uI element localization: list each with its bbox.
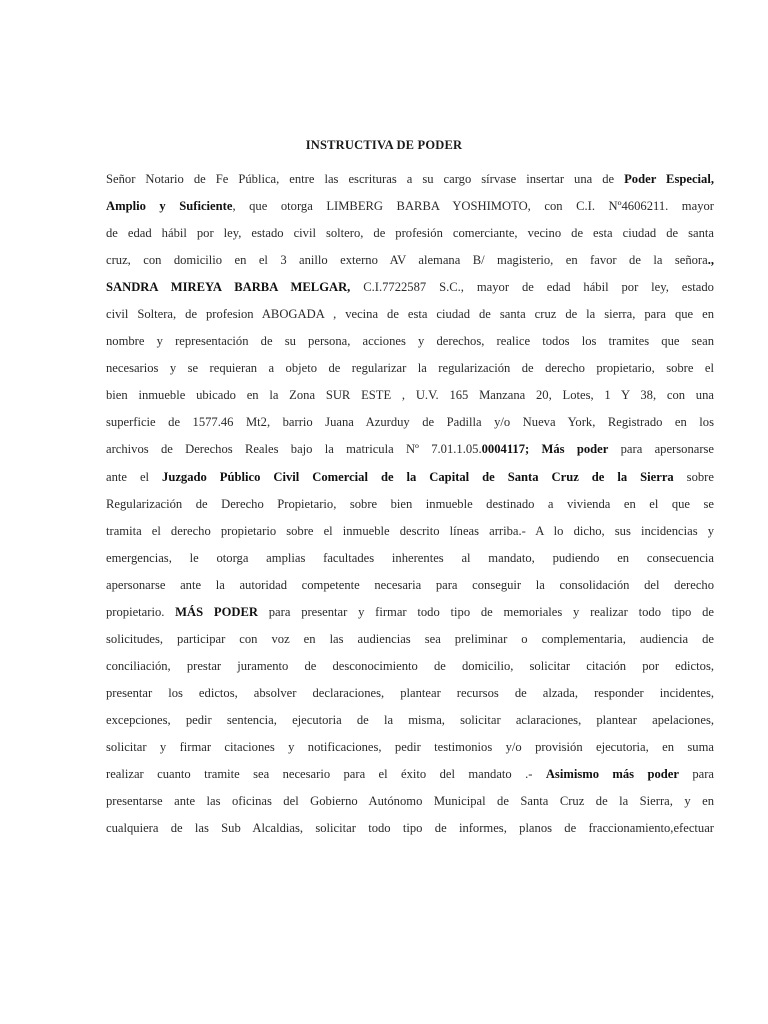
text-run: solicitar y firmar citaciones y notificaciones, pedir testimonios y/o provisión ejecutoria, en suma: [106, 739, 714, 754]
body-line: [106, 761, 714, 788]
text-run: Señor Notario de Fe Pública, entre las escrituras a su cargo sírvase insertar una de: [106, 172, 625, 186]
body-line: [106, 382, 714, 409]
body-line: [106, 328, 714, 355]
text-run: necesarios y se requieran a objeto de regularizar la regularización de derecho propietario, sobre el: [106, 361, 714, 376]
text-run: emergencias, le otorga amplias facultades inherentes al mandato, pudiendo en consecuencia: [106, 550, 714, 565]
bold-text-run: Más poder: [541, 442, 609, 457]
document-title: INSTRUCTIVA DE PODER: [305, 138, 463, 152]
body-line: [106, 707, 714, 734]
text-run: propietario.: [106, 604, 176, 619]
text-run: excepciones, pedir sentencia, ejecutoria de la misma, solicitar aclaraciones, plantear apelaciones,: [106, 712, 714, 727]
text-run: nombre y representación de su persona, acciones y derechos, realice todos los tramites que sean: [106, 334, 714, 349]
body-line: [106, 247, 714, 274]
bold-text-run: Poder Especial,: [624, 172, 714, 186]
text-run: para presentar y firmar todo tipo de memoriales y realizar todo tipo de: [258, 604, 714, 619]
text-run: sobre: [673, 469, 714, 484]
body-line: [106, 301, 714, 328]
body-line: [106, 734, 714, 761]
text-run: superficie de 1577.46 Mt2, barrio Juana Azurduy de Padilla y/o Nueva York, Registrado en los: [106, 415, 714, 430]
text-run: apersonarse ante la autoridad competente necesaria para conseguir la consolidación del derecho: [106, 577, 714, 592]
text-run: , que otorga LIMBERG BARBA YOSHIMOTO, con C.I. Nº4606211. mayor: [232, 199, 714, 214]
document-body: [106, 166, 714, 842]
text-run: [529, 442, 541, 456]
body-line: [106, 788, 714, 815]
text-run: cruz, con domicilio en el 3 anillo externo AV alemana B/ magisterio, en favor de la señora: [106, 253, 708, 268]
body-line: [106, 815, 714, 842]
body-line: [106, 518, 714, 545]
text-run: de edad hábil por ley, estado civil soltero, de profesión comerciante, vecino de esta ciudad de santa: [106, 226, 714, 241]
bold-text-run: .,: [707, 253, 714, 268]
text-run: presentarse ante las oficinas del Gobierno Autónomo Municipal de Santa Cruz de la Sierra, y en: [106, 794, 714, 809]
text-run: para: [678, 767, 714, 782]
bold-text-run: SANDRA MIREYA BARBA MELGAR,: [106, 280, 351, 295]
text-run: Regularización de Derecho Propietario, sobre bien inmueble destinado a vivienda en el que se: [106, 496, 714, 511]
bold-text-run: Juzgado Público Civil Comercial de la Capital de Santa Cruz de la Sierra: [162, 469, 674, 484]
body-line: [106, 409, 714, 436]
text-run: civil Soltera, de profesion ABOGADA , vecina de esta ciudad de santa cruz de la sierra, para que en: [106, 307, 714, 322]
text-run: archivos de Derechos Reales bajo la matricula Nº 7.01.1.05.: [106, 442, 482, 457]
body-line: [106, 680, 714, 707]
text-run: presentar los edictos, absolver declaraciones, plantear recursos de alzada, responder incidentes,: [106, 685, 714, 700]
text-run: tramita el derecho propietario sobre el inmueble descrito líneas arriba.- A lo dicho, sus incidencias y: [106, 523, 714, 538]
body-line: [106, 193, 714, 220]
body-line: [106, 464, 714, 491]
body-line: [106, 274, 714, 301]
body-line: [106, 220, 714, 247]
body-line: [106, 545, 714, 572]
bold-text-run: Asimismo más poder: [545, 767, 679, 782]
body-line: [106, 626, 714, 653]
text-run: solicitudes, participar con voz en las audiencias sea preliminar o complementaria, audiencia de: [106, 631, 714, 646]
body-line: [106, 166, 714, 193]
body-line: [106, 572, 714, 599]
text-run: C.I.7722587 S.C., mayor de edad hábil por ley, estado: [350, 280, 714, 295]
text-run: conciliación, prestar juramento de desconocimiento de domicilio, solicitar citación por edictos,: [106, 658, 714, 673]
text-run: cualquiera de las Sub Alcaldias, solicitar todo tipo de informes, planos de fraccionamiento,efectuar: [106, 821, 714, 836]
body-line: [106, 599, 714, 626]
body-line: [106, 653, 714, 680]
text-run: realizar cuanto tramite sea necesario para el éxito del mandato .-: [106, 767, 546, 782]
bold-text-run: 0004117;: [481, 442, 530, 457]
body-line: [106, 436, 714, 463]
body-line: [106, 355, 714, 382]
bold-text-run: MÁS PODER: [175, 604, 258, 619]
text-run: bien inmueble ubicado en la Zona SUR ESTE , U.V. 165 Manzana 20, Lotes, 1 Y 38, con una: [106, 388, 714, 403]
bold-text-run: Amplio y Suficiente: [106, 199, 233, 214]
body-line: [106, 491, 714, 518]
text-run: ante el: [106, 469, 163, 484]
text-run: para apersonarse: [608, 442, 715, 457]
